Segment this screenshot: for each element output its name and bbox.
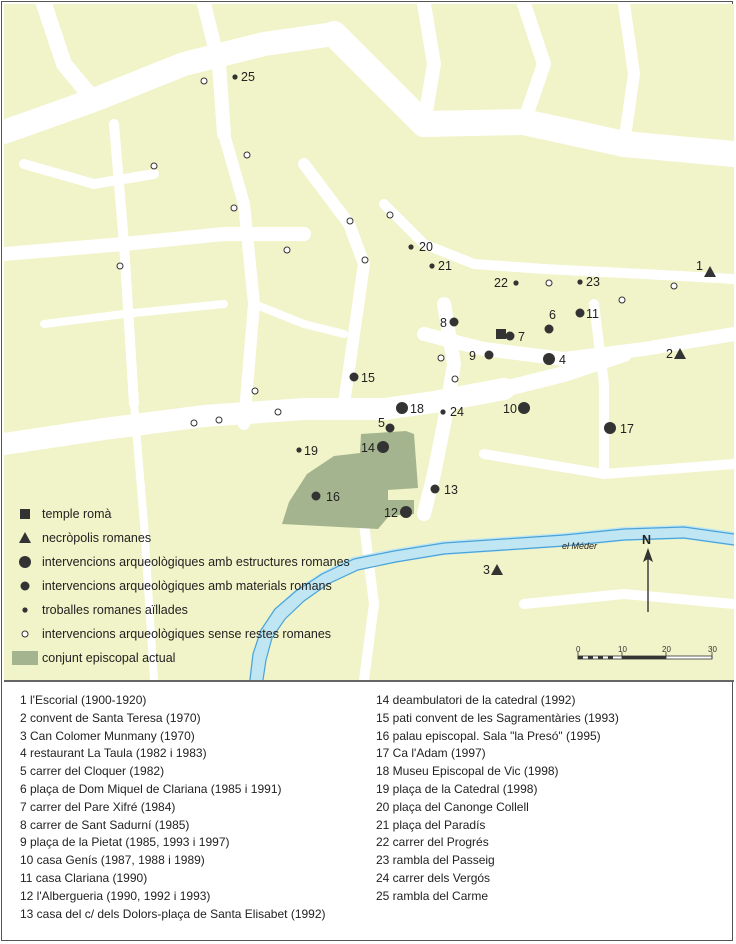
open-circle-legend-icon	[12, 624, 38, 644]
street	[304, 164, 364, 404]
street	[364, 524, 374, 680]
site-list-item: 4 restaurant La Taula (1982 i 1983)	[20, 746, 207, 761]
site-label: 22	[494, 276, 508, 290]
site-label: 15	[361, 371, 375, 385]
site-list-item: 25 rambla del Carme	[376, 888, 489, 903]
no-remains-marker	[117, 263, 123, 269]
medium-dot-legend-icon	[12, 576, 38, 596]
structures-marker	[377, 441, 389, 453]
site-list-item: 12 l'Albergueria (1990, 1992 i 1993)	[20, 888, 211, 903]
legend-item	[12, 648, 175, 668]
no-remains-marker	[347, 218, 353, 224]
legend-label: conjunt episcopal actual	[42, 651, 176, 665]
street	[4, 389, 504, 444]
materials-marker	[312, 492, 321, 501]
no-remains-marker	[231, 205, 237, 211]
site-list-item: 18 Museu Episcopal de Vic (1998)	[376, 764, 559, 779]
site-label: 2	[666, 347, 673, 361]
site-list-item: 3 Can Colomer Munmany (1970)	[20, 728, 195, 743]
isolated-find-marker	[296, 447, 301, 452]
site-list-item: 14 deambulatori de la catedral (1992)	[376, 693, 576, 707]
isolated-find-marker	[232, 74, 237, 79]
site-label: 23	[586, 275, 600, 289]
site-label: 3	[483, 563, 490, 577]
no-remains-marker	[387, 212, 393, 218]
no-remains-marker	[284, 247, 290, 253]
street	[224, 134, 254, 424]
site-label: 4	[559, 353, 566, 367]
structures-marker	[400, 506, 412, 518]
river-label: el Méder	[562, 541, 598, 551]
no-remains-marker	[619, 297, 625, 303]
square-legend-icon	[12, 504, 38, 524]
site-list-item: 17 Ca l'Adam (1997)	[376, 746, 486, 761]
site-label: 9	[469, 349, 476, 363]
site-label: 11	[586, 307, 599, 321]
site-list-item: 8 carrer de Sant Sadurní (1985)	[20, 817, 190, 832]
no-remains-marker	[275, 409, 281, 415]
materials-marker	[431, 485, 440, 494]
scale-label: 10	[618, 645, 627, 654]
site-list-item: 21 plaça del Paradís	[376, 817, 486, 832]
legend-label: necròpolis romanes	[42, 531, 152, 545]
scale-bar	[576, 644, 722, 670]
no-remains-marker	[438, 355, 444, 361]
street	[254, 304, 344, 334]
no-remains-marker	[252, 388, 258, 394]
site-label: 1	[696, 259, 703, 273]
site-label: 16	[326, 490, 340, 504]
site-list-item: 16 palau episcopal. Sala "la Presó" (1995)	[376, 728, 601, 743]
site-list-item: 15 pati convent de les Sagramentàries (1993)	[376, 710, 619, 725]
street	[524, 4, 544, 122]
site-list-item: 7 carrer del Pare Xifré (1984)	[20, 799, 176, 814]
no-remains-marker	[671, 283, 677, 289]
site-list-item: 5 carrer del Cloquer (1982)	[20, 764, 165, 779]
scale-label: 0	[576, 645, 581, 654]
site-label: 25	[241, 70, 255, 84]
legend-item	[12, 528, 151, 548]
scale-label: 20	[662, 645, 671, 654]
street	[524, 594, 734, 604]
materials-marker	[506, 332, 515, 341]
map-panel	[4, 4, 734, 680]
no-remains-marker	[151, 163, 157, 169]
site-label: 18	[410, 402, 424, 416]
site-label: 7	[518, 330, 525, 344]
no-remains-marker	[452, 376, 458, 382]
materials-marker	[450, 318, 459, 327]
legend-item	[12, 504, 111, 524]
street	[594, 304, 604, 474]
street	[424, 4, 434, 124]
necropolis-marker	[491, 564, 503, 575]
site-label: 8	[440, 316, 447, 330]
site-list-item: 20 plaça del Canonge Collell	[376, 799, 529, 814]
no-remains-marker	[216, 417, 222, 423]
site-list-item: 1 l'Escorial (1900-1920)	[20, 693, 147, 707]
necropolis-marker	[704, 266, 716, 277]
scale-bar-segments	[578, 652, 712, 659]
legend-item	[12, 576, 332, 596]
materials-marker	[545, 325, 554, 334]
site-label: 13	[444, 483, 458, 497]
legend-label: troballes romanes aïllades	[42, 603, 188, 617]
triangle-legend-icon	[12, 528, 38, 548]
site-list-item: 24 carrer dels Vergós	[376, 870, 491, 885]
isolated-find-marker	[577, 279, 582, 284]
street	[114, 124, 134, 404]
area-legend-icon	[12, 648, 38, 668]
temple-marker	[496, 329, 506, 339]
site-label: 12	[384, 506, 398, 520]
site-list-item: 11 casa Clariana (1990)	[20, 870, 148, 885]
site-list-right	[376, 692, 619, 906]
materials-marker	[485, 351, 494, 360]
site-label: 19	[304, 444, 318, 458]
site-list-item: 6 plaça de Dom Miquel de Clariana (1985 i 1991)	[20, 781, 282, 796]
no-remains-marker	[362, 257, 368, 263]
site-list-item: 23 rambla del Passeig	[376, 853, 495, 868]
site-label: 10	[503, 402, 517, 416]
big-dot-legend-icon	[12, 552, 38, 572]
site-label: 24	[450, 405, 464, 419]
site-list-item: 19 plaça de la Catedral (1998)	[376, 781, 538, 796]
legend-label: temple romà	[42, 507, 112, 521]
site-list-item: 9 plaça de la Pietat (1985, 1993 i 1997)	[20, 835, 230, 850]
isolated-find-marker	[429, 263, 434, 268]
site-label: 6	[549, 308, 556, 322]
figure-frame	[1, 1, 733, 941]
site-label: 14	[361, 441, 375, 455]
site-label: 17	[620, 422, 634, 436]
no-remains-marker	[244, 152, 250, 158]
legend-item	[12, 624, 331, 644]
structures-marker	[604, 422, 616, 434]
street	[624, 4, 634, 144]
legend-label: intervencions arqueològiques amb materials romans	[42, 579, 332, 593]
site-label: 20	[419, 240, 433, 254]
materials-marker	[386, 424, 395, 433]
site-list-left	[20, 692, 326, 923]
north-label: N	[642, 533, 652, 547]
site-label: 21	[438, 259, 452, 273]
site-list-item: 2 convent de Santa Teresa (1970)	[20, 710, 201, 725]
legend-label: intervencions arqueològiques amb estructures romanes	[42, 555, 350, 569]
structures-marker	[543, 353, 555, 365]
small-dot-legend-icon	[12, 600, 38, 620]
materials-marker	[576, 309, 585, 318]
site-label: 5	[378, 416, 385, 430]
no-remains-marker	[546, 280, 552, 286]
structures-marker	[396, 402, 408, 414]
divider	[4, 680, 734, 682]
street	[4, 234, 304, 254]
site-list-item: 10 casa Genís (1987, 1988 i 1989)	[20, 853, 205, 868]
structures-marker	[518, 402, 530, 414]
materials-marker	[350, 373, 359, 382]
site-list-item: 22 carrer del Progrés	[376, 835, 489, 850]
street	[44, 4, 94, 100]
legend-item	[12, 600, 188, 620]
isolated-find-marker	[513, 280, 518, 285]
isolated-find-marker	[408, 244, 413, 249]
site-list-item: 13 casa del c/ dels Dolors-plaça de Santa Elisabet (1992)	[20, 906, 326, 921]
no-remains-marker	[191, 420, 197, 426]
street	[24, 164, 154, 184]
legend-label: intervencions arqueològiques sense restes romanes	[42, 627, 332, 641]
legend-item	[12, 552, 350, 572]
scale-label: 30	[708, 645, 717, 654]
street	[44, 304, 224, 324]
street	[384, 204, 734, 279]
isolated-find-marker	[440, 409, 445, 414]
no-remains-marker	[201, 78, 207, 84]
